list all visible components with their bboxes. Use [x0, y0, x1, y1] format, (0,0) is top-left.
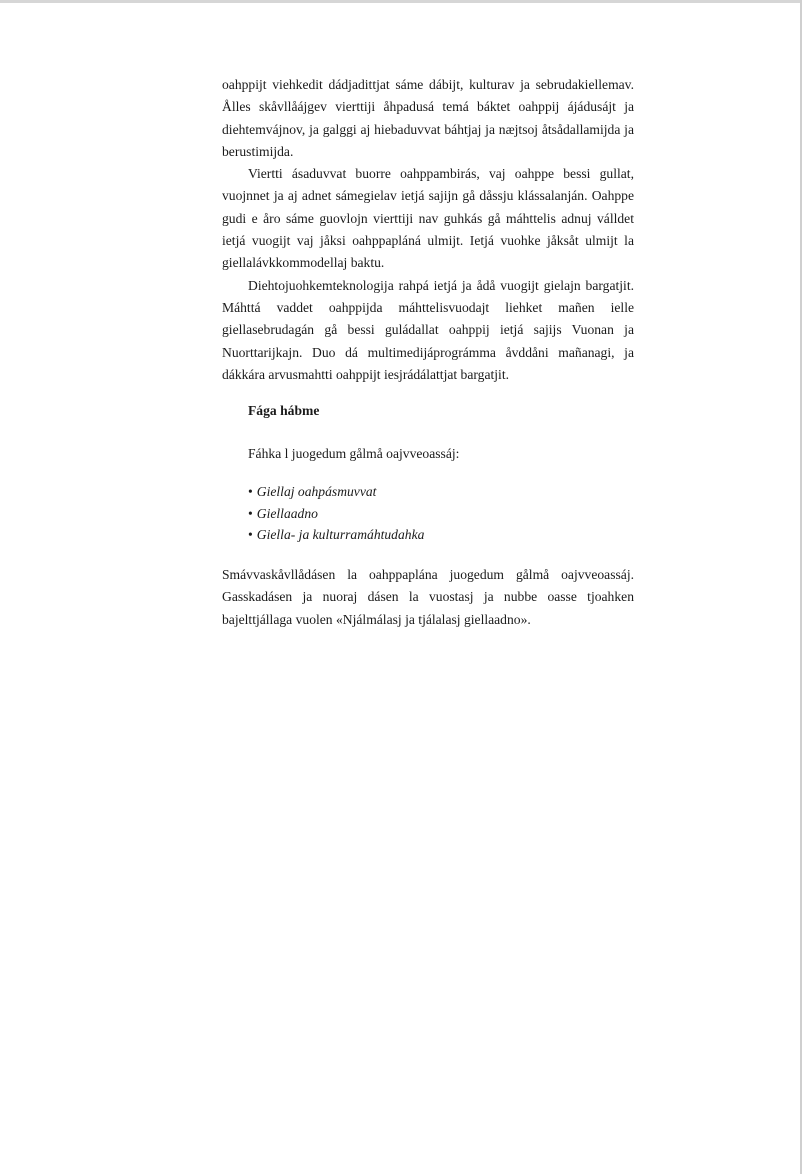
closing-paragraph: Smávvaskåvllådásen la oahppaplána juogedum gålmå oajvveoassáj. Gasskadásen ja nuoraj dásen la vuostasj ja nubbe oasse tjoahken bajelttjállaga vuolen «Njálmálasj ja tjálalasj giellaadno». [222, 567, 634, 627]
body-paragraph: oahppijt viehkedit dádjadittjat sáme dábijt, kulturav ja sebrudakiellemav. Ålles skåvllåájgev vierttiji åhpadusá temá báktet oahppij ájádusájt ja diehtemvájnov, ja galggi aj hiebaduvvat báhtjaj ja næjtsoj åtsådallamijda ja berustimijda. [222, 77, 634, 159]
bullet-icon: • [248, 484, 253, 499]
body-paragraph: Diehtojuohkemteknologija rahpá ietjá ja ådå vuogijt gielajn bargatjit. Máhttá vaddet oahppijda máhttelisvuodajt liehket mañen ielle giellasebrudagán gå bessi guládallat oahppij ietjá sajijs Vuonan ja Nuorttarijkajn. Duo dá multimedijáprográmma åvddåni mañanagi, ja dákkára arvusmahtti oahppijt iesjrádálattjat bargatjit. [222, 277, 634, 382]
section-intro: Fáhka l juogedum gålmå oajvveoassáj: [248, 446, 460, 461]
body-text [222, 74, 634, 386]
list-item [248, 524, 424, 546]
bullet-list [248, 481, 424, 546]
top-edge-rule [0, 0, 802, 3]
body-paragraph: Viertti ásaduvvat buorre oahppambirás, vaj oahppe bessi gullat, vuojnnet ja aj adnet sámegielav ietjá sajijn gå dåssju klássalanján. Oahppe gudi e åro sáme guovlojn vierttiji nav guhkás gå máhttelis adnuj válldet ietjá vuogijt vaj jåksi oahppapláná ulmijt. Ietjá vuohke jåksåt ulmijt la giellalávkkommodellaj baktu. [222, 166, 634, 271]
section-heading: Fága hábme [248, 403, 320, 418]
list-item-label: Giellaadno [256, 505, 318, 521]
bullet-icon: • [248, 505, 253, 521]
bullet-icon: • [248, 527, 253, 542]
list-item [248, 481, 424, 503]
list-item-label: Giellaj oahpásmuvvat [256, 484, 377, 499]
list-item-label: Giella- ja kulturramáhtudahka [256, 527, 425, 542]
list-item [248, 503, 424, 525]
